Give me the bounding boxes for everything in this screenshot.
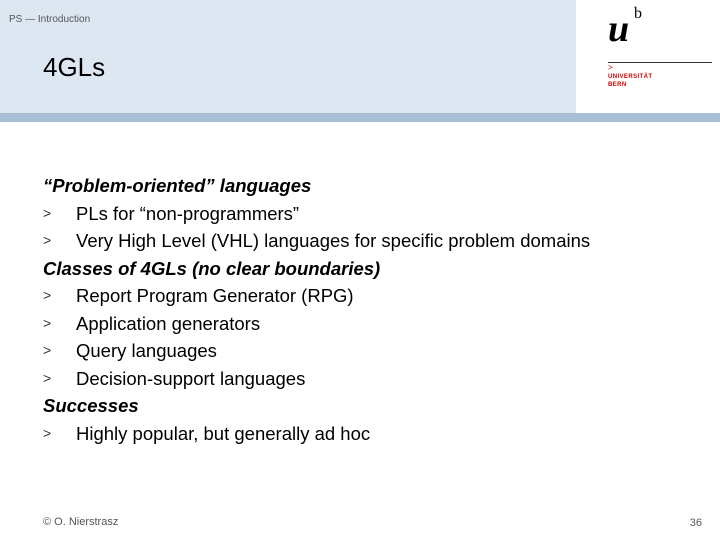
bullet-text: Decision-support languages <box>76 367 306 389</box>
logo-text-line2: BERN <box>608 82 627 88</box>
bullet-item <box>43 337 683 365</box>
section-heading: Successes <box>43 395 139 416</box>
bullet-text: Report Program Generator (RPG) <box>76 285 354 306</box>
page-title: 4GLs <box>43 52 106 82</box>
logo-text-line1: UNIVERSITÄT <box>608 74 653 80</box>
section-heading: “Problem-oriented” languages <box>43 175 312 196</box>
bullet-marker-icon: > <box>43 232 52 248</box>
logo-b: b <box>634 5 642 22</box>
bullet-text: PLs for “non-programmers” <box>76 202 300 224</box>
footer-copyright: © O. Nierstrasz <box>43 516 119 528</box>
bullet-item <box>43 200 683 228</box>
section-heading: Classes of 4GLs (no clear boundaries) <box>43 257 381 279</box>
bullet-item <box>43 227 683 255</box>
bullet-marker-icon: > <box>43 287 52 303</box>
breadcrumb: PS — Introduction <box>9 14 91 25</box>
bullet-item <box>43 365 683 393</box>
bullet-text: Highly popular, but generally ad hoc <box>76 422 371 444</box>
bullet-marker-icon: > <box>43 314 52 331</box>
bullet-item <box>43 282 683 310</box>
bullet-text: Very High Level (VHL) languages for specific problem domains <box>76 230 591 251</box>
bullet-item <box>43 310 683 338</box>
bullet-marker-icon: > <box>43 369 52 386</box>
bullet-marker-icon: > <box>43 424 52 441</box>
slide-content <box>43 172 683 447</box>
logo-u: u <box>608 8 630 50</box>
bullet-item <box>43 420 683 448</box>
bullet-text: Application generators <box>76 312 261 334</box>
header-rule <box>0 113 720 122</box>
bullet-marker-icon: > <box>43 342 52 358</box>
logo-line <box>608 62 712 63</box>
bullet-text: Query languages <box>76 340 217 361</box>
bullet-marker-icon: > <box>43 204 52 221</box>
logo-area <box>576 0 720 113</box>
logo-text <box>608 73 652 89</box>
logo-caret: > <box>608 63 613 72</box>
page-number: 36 <box>689 517 702 529</box>
